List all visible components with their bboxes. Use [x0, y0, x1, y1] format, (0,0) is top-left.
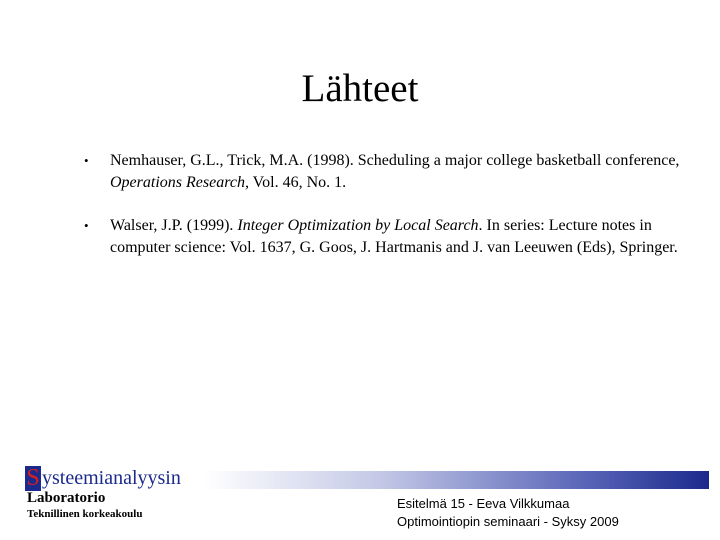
logo-initial: S	[26, 465, 40, 491]
footer-course: Optimointiopin seminaari - Syksy 2009	[397, 514, 619, 529]
reference-text: Nemhauser, G.L., Trick, M.A. (1998). Scheduling a major college basketball conference,	[110, 152, 680, 169]
logo-wordmark: ysteemianalyysin	[42, 467, 181, 489]
reference-text-end: Vol. 46, No. 1.	[248, 174, 347, 191]
reference-list	[84, 150, 684, 280]
bullet-icon: •	[84, 218, 89, 233]
logo-lab-name: Laboratorio	[27, 490, 106, 506]
reference-book-title: Integer Optimization by Local Search	[237, 217, 479, 234]
logo-gradient-bar	[204, 471, 709, 489]
slide-title: Lähteet	[301, 67, 419, 110]
reference-item	[84, 150, 684, 194]
reference-item	[84, 215, 684, 259]
logo-university: Teknillinen korkeakoulu	[27, 508, 143, 520]
reference-journal: Operations Research,	[110, 174, 249, 191]
reference-text-end: . In series: Lecture notes in computer science: Vol. 1637, G. Goos, J. Hartmanis and J. van Leeuwen (Eds), Springer.	[110, 217, 678, 256]
slide-footer	[397, 495, 619, 531]
bullet-icon: •	[84, 153, 89, 168]
reference-text: Walser, J.P. (1999).	[110, 217, 238, 234]
footer-presentation: Esitelmä 15 - Eeva Vilkkumaa	[397, 496, 570, 511]
